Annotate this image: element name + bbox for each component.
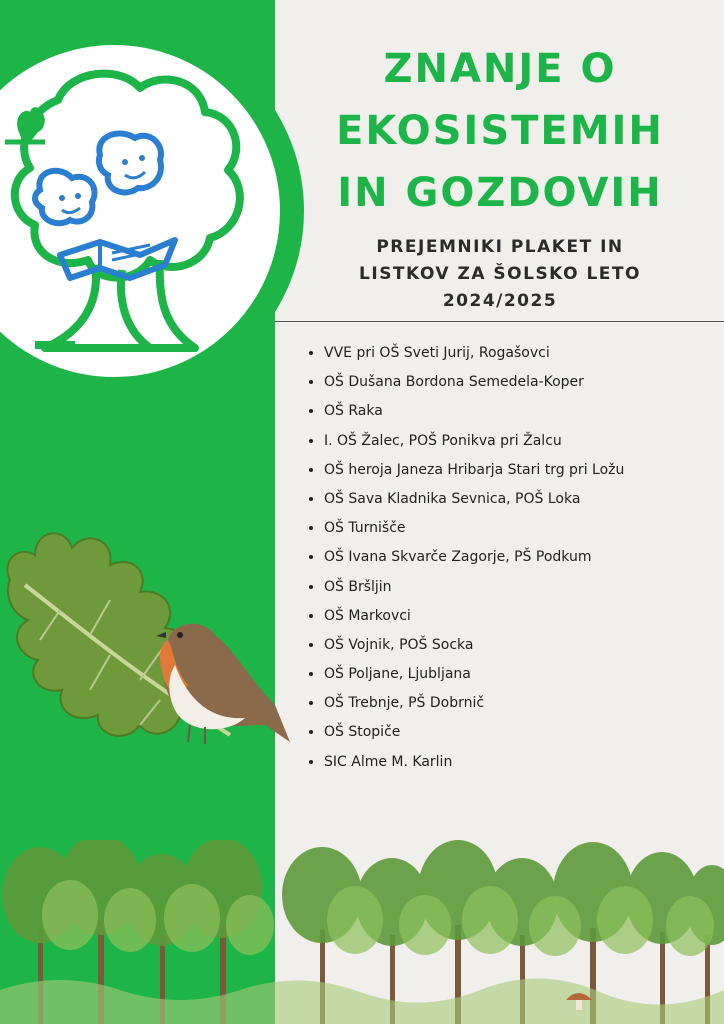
list-item: • OŠ Ivana Skvarče Zagorje, PŠ Podkum bbox=[324, 546, 724, 575]
watercolor-forest-icon bbox=[0, 840, 724, 1024]
list-item: • VVE pri OŠ Sveti Jurij, Rogašovci bbox=[324, 342, 724, 371]
subtitle-line-1: PREJEMNIKI PLAKET IN bbox=[376, 237, 624, 257]
list-item: • OŠ Bršljin bbox=[324, 576, 724, 605]
subtitle-line-2: LISTKOV ZA ŠOLSKO LETO bbox=[359, 264, 641, 284]
oak-leaf-robin-icon bbox=[0, 520, 300, 770]
page-title bbox=[300, 38, 700, 224]
list-item: • I. OŠ Žalec, POŠ Ponikva pri Žalcu bbox=[324, 430, 724, 459]
list-item: • OŠ Sava Kladnika Sevnica, POŠ Loka bbox=[324, 488, 724, 517]
list-item: • OŠ Stopiče bbox=[324, 721, 724, 750]
robin-bird-icon bbox=[156, 624, 290, 744]
school-list bbox=[300, 342, 724, 780]
list-item: • SIC Alme M. Karlin bbox=[324, 751, 724, 780]
list-item: • OŠ Vojnik, POŠ Socka bbox=[324, 634, 724, 663]
list-item: • OŠ Poljane, Ljubljana bbox=[324, 663, 724, 692]
page-subtitle bbox=[300, 234, 700, 315]
title-line-2: EKOSISTEMIH bbox=[336, 108, 664, 154]
list-item: • OŠ heroja Janeza Hribarja Stari trg pri Ložu bbox=[324, 459, 724, 488]
list-item: • OŠ Raka bbox=[324, 400, 724, 429]
list-item: • OŠ Turnišče bbox=[324, 517, 724, 546]
list-item: • OŠ Markovci bbox=[324, 605, 724, 634]
tree-children-book-logo-icon bbox=[0, 60, 280, 380]
title-line-3: IN GOZDOVIH bbox=[337, 170, 663, 216]
subtitle-line-3: 2024/2025 bbox=[442, 291, 558, 311]
list-item: • OŠ Dušana Bordona Semedela-Koper bbox=[324, 371, 724, 400]
list-item: • OŠ Trebnje, PŠ Dobrnič bbox=[324, 692, 724, 721]
section-divider bbox=[275, 321, 724, 322]
title-line-1: ZNANJE O bbox=[383, 46, 617, 92]
